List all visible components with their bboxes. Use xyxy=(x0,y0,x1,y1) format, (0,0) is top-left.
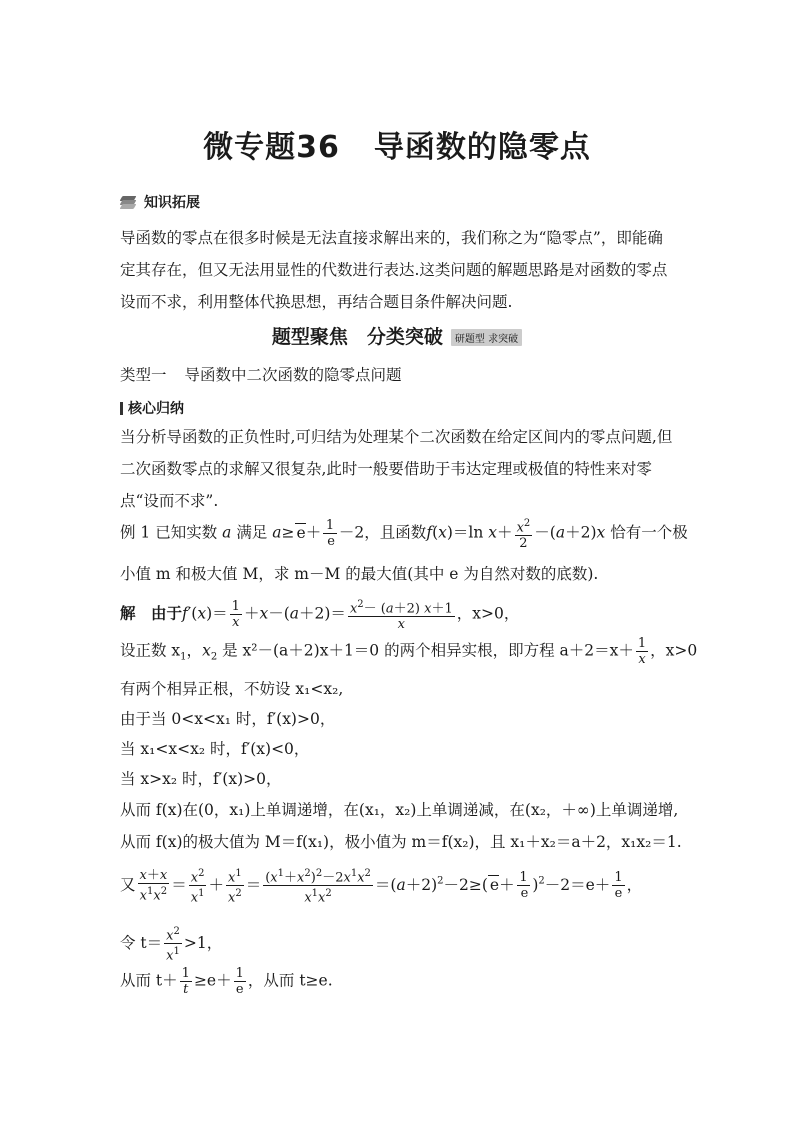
solution-line-2: 设正数 $x_1$，$x_2$ 是 x²－(a＋2)x＋1＝0 的两个相异实根，即方程 a＋2＝x＋ $\frac{1}{x}$ ，x>0 xyxy=(120,636,698,667)
solution-line-7: 从而 f(x)在(0，x₁)上单调递增，在(x₁，x₂)上单调递减，在(x₂，＋∞)上单调递增, xyxy=(120,801,679,819)
solution-line-2c: ，x>0 xyxy=(650,641,698,660)
solution-line-6: 当 x>x₂ 时，f′(x)>0， xyxy=(120,770,282,788)
example-text-b: 满足 xyxy=(231,523,273,542)
solution-line-10: 令 t＝ $\frac{x^2}{x^1}$ >1， xyxy=(120,926,223,964)
title-main: 微专题36 xyxy=(203,130,340,165)
title-sub: 导函数的隐零点 xyxy=(373,130,591,165)
solution-line-10b: >1， xyxy=(183,933,223,952)
solution-line-2a: 设正数 x xyxy=(120,641,181,660)
core-heading-label: 核心归纳 xyxy=(128,401,184,417)
example-line-2: 小值 m 和极大值 M，求 m－M 的最大值(其中 e 为自然对数的底数). xyxy=(120,565,599,583)
type-text: 导函数中二次函数的隐零点问题 xyxy=(184,366,402,384)
layers-icon xyxy=(120,196,136,208)
solution-line-11: 从而 t＋ $\frac{1}{t}$ ≥e＋ $\frac{1}{e}$ ，从而 t≥e. xyxy=(120,966,333,997)
solution-line-4: 由于当 0<x<x₁ 时，f′(x)>0， xyxy=(120,710,336,728)
solution-line-5: 当 x₁<x<x₂ 时，f′(x)<0， xyxy=(120,740,310,758)
solution-line-11a: 从而 t＋ xyxy=(120,971,178,990)
solution-line-11b: ≥e＋ xyxy=(193,971,232,990)
example-prefix: 例 1 已知实数 xyxy=(120,523,223,542)
banner-text: 题型聚焦 分类突破 xyxy=(271,326,443,348)
solution-prefix: 解 由于 xyxy=(120,603,183,623)
solution-line-1-end: ，x>0， xyxy=(456,604,520,623)
solution-line-11c: ，从而 t≥e. xyxy=(247,971,333,990)
solution-line-2b: 是 x²－(a＋2)x＋1＝0 的两个相异实根，即方程 a＋2＝x＋ xyxy=(222,641,634,660)
example-text-d: 恰有一个极 xyxy=(610,523,688,542)
solution-line-9: 又 $\frac{x+x}{x^1x^2}$ ＝ $\frac{x^2}{x^1}$ ＋ $\frac{x^1}{x^2}$ ＝ $\frac{(x^1+x^2)^2-2x^1x^2}{x^1x^2}$ $=(a+2)^2-2\ge$( e＋ $\frac{1}{e}$ )$^2$－2＝e＋ $\frac{1}{e}$ ， xyxy=(120,868,643,906)
example-text-c: ，且函数 xyxy=(364,523,427,542)
type-label: 类型一 xyxy=(120,366,167,384)
solution-line-9-end: ， xyxy=(626,875,643,894)
solution-line-9a: 又 xyxy=(120,875,136,894)
bar-icon xyxy=(120,402,123,415)
section-banner xyxy=(0,322,794,349)
banner-tag: 研题型 求突破 xyxy=(451,329,522,346)
solution-line-1: 解 由于f′(x)＝ $\frac{1}{x}$ ＋x－(a＋2)＝ $\frac{x^2- (a+2) x+1}{x}$ ，x>0， xyxy=(120,599,520,633)
solution-line-3: 有两个相异正根，不妨设 x₁<x₂, xyxy=(120,680,344,698)
solution-line-10a: 令 t＝ xyxy=(120,933,163,952)
page-title xyxy=(0,122,794,166)
core-heading xyxy=(120,398,184,418)
knowledge-text: 导函数的零点在很多时候是无法直接求解出来的，我们称之为“隐零点”，即能确定其存在，但又无法用显性的代数进行表达.这类问题的解题思路是对函数的零点设而不求，利用整体代换思想，再结合题目条件解决问题. xyxy=(120,229,668,311)
example-line-1: 例 1 已知实数 a 满足 a≥ e＋ $\frac{1}{e}$ －2，且函数f(x)＝ln x＋ $\frac{x^2}{2}$ －(a＋2)x 恰有一个极 xyxy=(120,518,688,552)
knowledge-heading xyxy=(120,192,200,212)
solution-line-8: 从而 f(x)的极大值为 M＝f(x₁)，极小值为 m＝f(x₂)，且 x₁＋x₂＝a＋2，x₁x₂＝1. xyxy=(120,833,682,851)
type-heading xyxy=(120,363,402,385)
core-text: 当分析导函数的正负性时,可归结为处理某个二次函数在给定区间内的零点问题,但二次函数零点的求解又很复杂,此时一般要借助于韦达定理或极值的特性来对零点“设而不求”. xyxy=(120,428,673,510)
knowledge-heading-label: 知识拓展 xyxy=(144,195,200,211)
